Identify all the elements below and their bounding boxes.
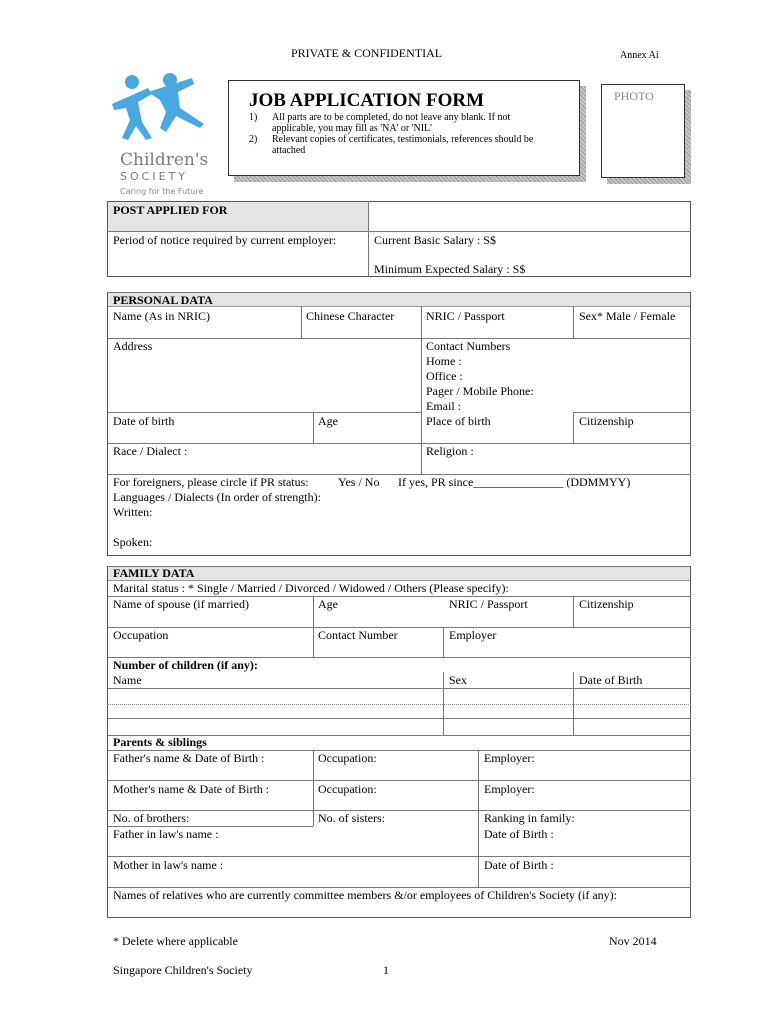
note2-number: 2) <box>249 134 258 145</box>
delete-note: * Delete where applicable <box>113 934 238 948</box>
relatives-label: Names of relatives who are currently committee members &/or employees of Children's Society (if any): <box>113 888 618 902</box>
marital-status-label[interactable]: Marital status : * Single / Married / Divorced / Widowed / Others (Please specify): <box>113 581 509 595</box>
spouse-name-label: Name of spouse (if married) <box>113 597 249 611</box>
name-label: Name (As in NRIC) <box>113 309 210 323</box>
logo-name-line1: Children's <box>120 150 209 170</box>
spouse-nric-label: NRIC / Passport <box>449 597 528 611</box>
spouse-employer-label: Employer <box>449 628 497 642</box>
written-label: Written: <box>113 505 153 519</box>
logo-name-line2: SOCIETY <box>120 170 188 183</box>
spouse-occupation-label: Occupation <box>113 628 169 642</box>
mother-employer-label: Employer: <box>484 782 535 796</box>
photo-label: PHOTO <box>614 89 654 103</box>
notice-period-label: Period of notice required by current employer: <box>113 233 337 247</box>
post-applied-heading: POST APPLIED FOR <box>113 203 228 217</box>
mother-in-law-dob-label: Date of Birth : <box>484 858 554 872</box>
age-label: Age <box>318 414 338 428</box>
sisters-label: No. of sisters: <box>318 811 385 825</box>
chinese-character-label: Chinese Character <box>306 309 395 323</box>
pr-yes-no-option[interactable]: Yes / No <box>338 475 380 489</box>
ranking-label: Ranking in family: <box>484 811 575 825</box>
nric-label: NRIC / Passport <box>426 309 505 323</box>
home-phone-label: Home : <box>426 354 462 368</box>
title-box <box>228 80 580 176</box>
note2-text: Relevant copies of certificates, testimonials, references should be attached <box>272 134 534 156</box>
child-dob-header: Date of Birth <box>579 673 643 687</box>
current-salary-label: Current Basic Salary : S$ <box>374 233 496 247</box>
expected-salary-label: Minimum Expected Salary : S$ <box>374 262 526 276</box>
father-occupation-label: Occupation: <box>318 751 377 765</box>
brothers-label: No. of brothers: <box>113 811 190 825</box>
note1-text: All parts are to be completed, do not leave any blank. If not applicable, you may fill as 'NA' or 'NIL' <box>272 112 511 134</box>
parents-siblings-heading: Parents & siblings <box>113 735 207 749</box>
mother-name-label: Mother's name & Date of Birth : <box>113 782 270 796</box>
post-applied-input[interactable] <box>372 204 686 228</box>
mobile-phone-label: Pager / Mobile Phone: <box>426 384 534 398</box>
address-label: Address <box>113 339 153 353</box>
family-data-heading: FAMILY DATA <box>113 566 195 580</box>
place-of-birth-label: Place of birth <box>426 414 491 428</box>
page-number: 1 <box>383 963 389 977</box>
email-label: Email : <box>426 399 461 413</box>
annex-label: Annex Ai <box>620 50 659 61</box>
languages-label: Languages / Dialects (In order of strength): <box>113 490 321 504</box>
citizenship-label: Citizenship <box>579 414 634 428</box>
logo-figures-icon <box>108 70 218 150</box>
spouse-citizenship-label: Citizenship <box>579 597 634 611</box>
race-dialect-label: Race / Dialect : <box>113 444 188 458</box>
father-name-label: Father's name & Date of Birth : <box>113 751 265 765</box>
form-title: JOB APPLICATION FORM <box>249 90 485 111</box>
father-employer-label: Employer: <box>484 751 535 765</box>
personal-data-heading: PERSONAL DATA <box>113 293 213 307</box>
confidential-label: PRIVATE & CONFIDENTIAL <box>291 46 443 60</box>
photo-box[interactable] <box>601 84 685 178</box>
childrens-society-logo <box>108 70 218 200</box>
dob-label: Date of birth <box>113 414 175 428</box>
pr-since-label: If yes, PR since_______________ (DDMMYY) <box>398 475 631 489</box>
child-sex-header: Sex <box>449 673 467 687</box>
note1-number: 1) <box>249 112 258 123</box>
child-name-header: Name <box>113 673 142 687</box>
spoken-label: Spoken: <box>113 535 153 549</box>
footer-org: Singapore Children's Society <box>113 963 253 977</box>
contact-numbers-label: Contact Numbers <box>426 339 511 353</box>
sex-label[interactable]: Sex* Male / Female <box>579 309 676 323</box>
office-phone-label: Office : <box>426 369 463 383</box>
mother-in-law-label: Mother in law's name : <box>113 858 224 872</box>
mother-occupation-label: Occupation: <box>318 782 377 796</box>
father-in-law-label: Father in law's name : <box>113 827 219 841</box>
form-date: Nov 2014 <box>609 934 657 948</box>
father-in-law-dob-label: Date of Birth : <box>484 827 554 841</box>
children-heading: Number of children (if any): <box>113 658 258 672</box>
foreigner-pr-label: For foreigners, please circle if PR status: <box>113 475 309 489</box>
religion-label: Religion : <box>426 444 474 458</box>
spouse-contact-label: Contact Number <box>318 628 398 642</box>
logo-tagline: Caring for the Future <box>120 187 204 196</box>
spouse-age-label: Age <box>318 597 338 611</box>
